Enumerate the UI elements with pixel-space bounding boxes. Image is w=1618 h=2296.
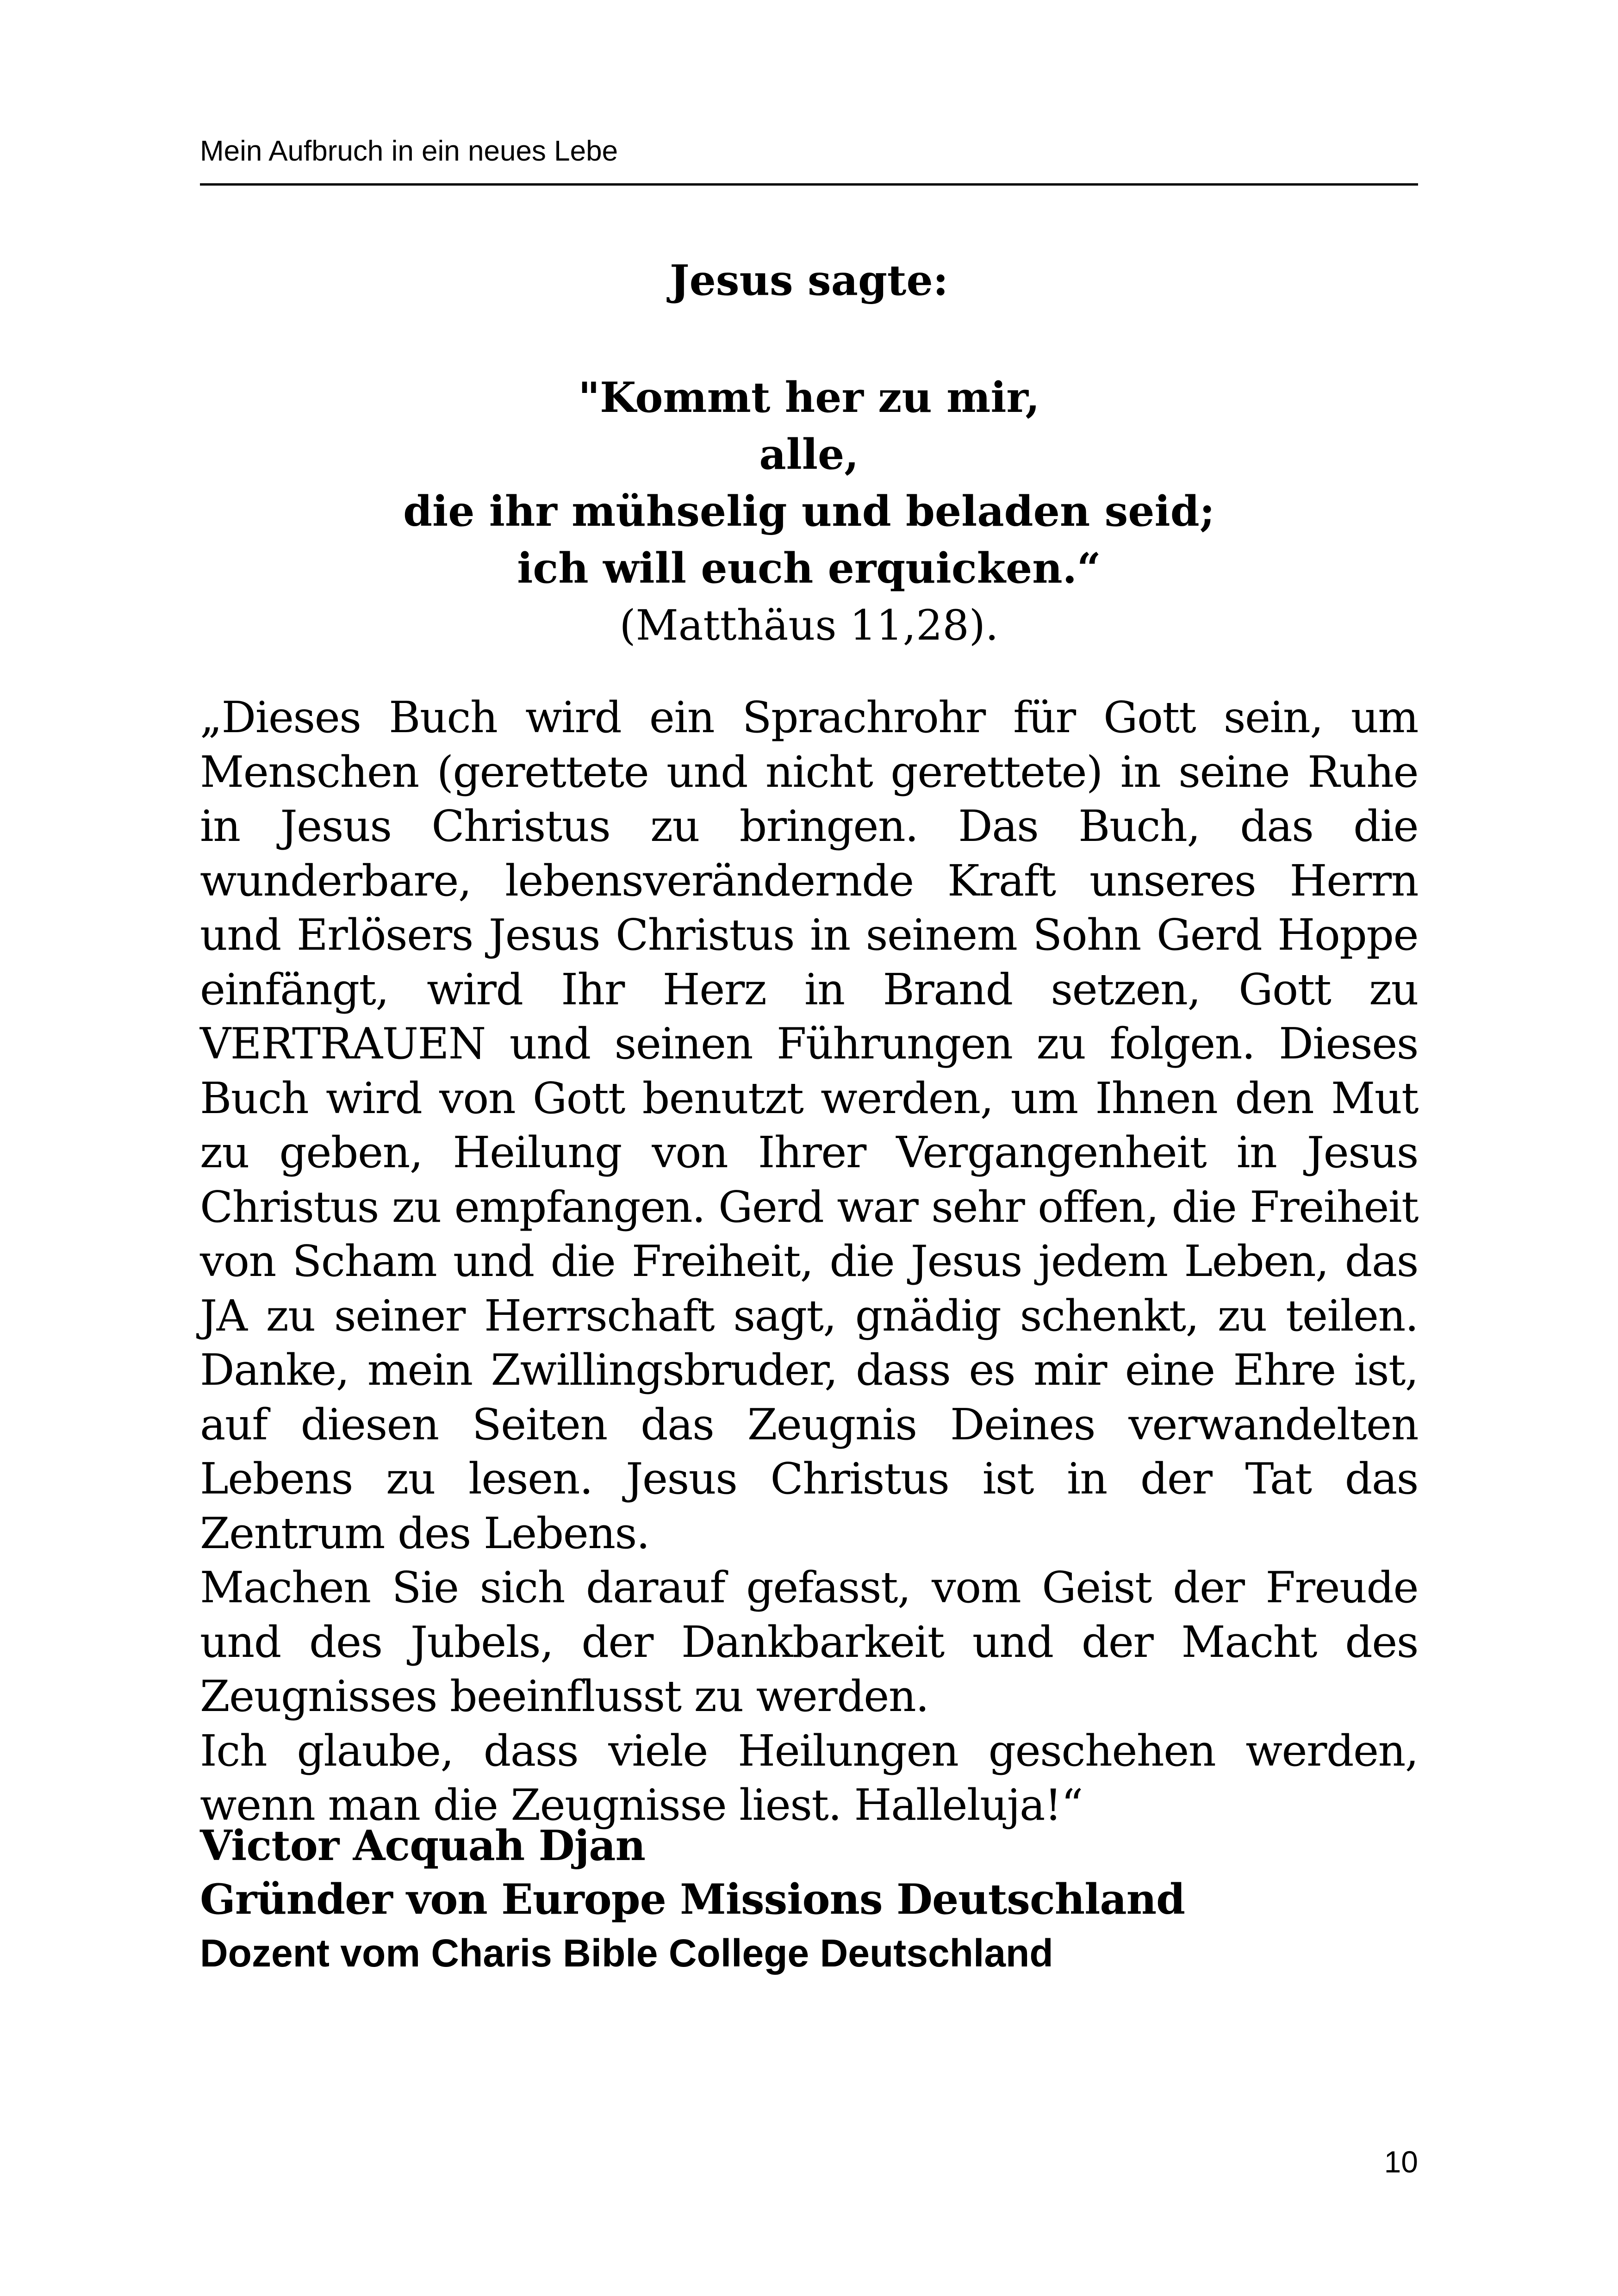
verse-line: "Kommt her zu mir, xyxy=(578,373,1040,422)
header-divider xyxy=(200,183,1418,186)
author-name: Victor Acquah Djan xyxy=(200,1821,646,1870)
verse-line: die ihr mühselig und beladen seid; xyxy=(403,487,1215,536)
body-paragraph: „Dieses Buch wird ein Sprachrohr für Gott sein, um Menschen (gerettete und nicht gerettete) in seine Ruhe in Jesus Christus zu bringen. Das Buch, das die wunderbare, lebensverändernde Kraft unseres Herrn und Erlösers Jesus Christus in seinem Sohn Gerd Hoppe einfängt, wird Ihr Herz in Brand setzen, Gott zu VERTRAUEN und seinen Führungen zu folgen. Dieses Buch wird von Gott benutzt werden, um Ihnen den Mut zu geben, Heilung von Ihrer Vergangenheit in Jesus Christus zu empfangen. Gerd war sehr offen, die Freiheit von Scham und die Freiheit, die Jesus jedem Leben, das JA zu seiner Herrschaft sagt, gnädig schenkt, zu teilen. Danke, mein Zwillingsbruder, dass es mir eine Ehre ist, auf diesen Seiten das Zeugnis Deines verwandelten Lebens zu lesen. Jesus Christus ist in der Tat das Zentrum des Lebens. xyxy=(200,692,1418,1558)
verse-reference: (Matthäus 11,28). xyxy=(619,601,999,650)
quote-intro: Jesus sagte: xyxy=(670,256,948,305)
verse-line: alle, xyxy=(759,430,859,479)
testimonial-text xyxy=(200,691,1418,1833)
bible-verse xyxy=(200,369,1418,654)
author-role: Gründer von Europe Missions Deutschland xyxy=(200,1875,1185,1924)
author-role: Dozent vom Charis Bible College Deutschland xyxy=(200,1931,1053,1975)
page-number: 10 xyxy=(1384,2145,1418,2179)
body-paragraph: Machen Sie sich darauf gefasst, vom Geist der Freude und des Jubels, der Dankbarkeit und der Macht des Zeugnisses beeinflusst zu werden. xyxy=(200,1562,1418,1721)
signature-block xyxy=(200,1819,1418,1980)
running-header: Mein Aufbruch in ein neues Lebe xyxy=(200,135,618,167)
body-paragraph: Ich glaube, dass viele Heilungen geschehen werden, wenn man die Zeugnisse liest. Halleluja!“ xyxy=(200,1725,1418,1830)
verse-line: ich will euch erquicken.“ xyxy=(517,544,1101,593)
